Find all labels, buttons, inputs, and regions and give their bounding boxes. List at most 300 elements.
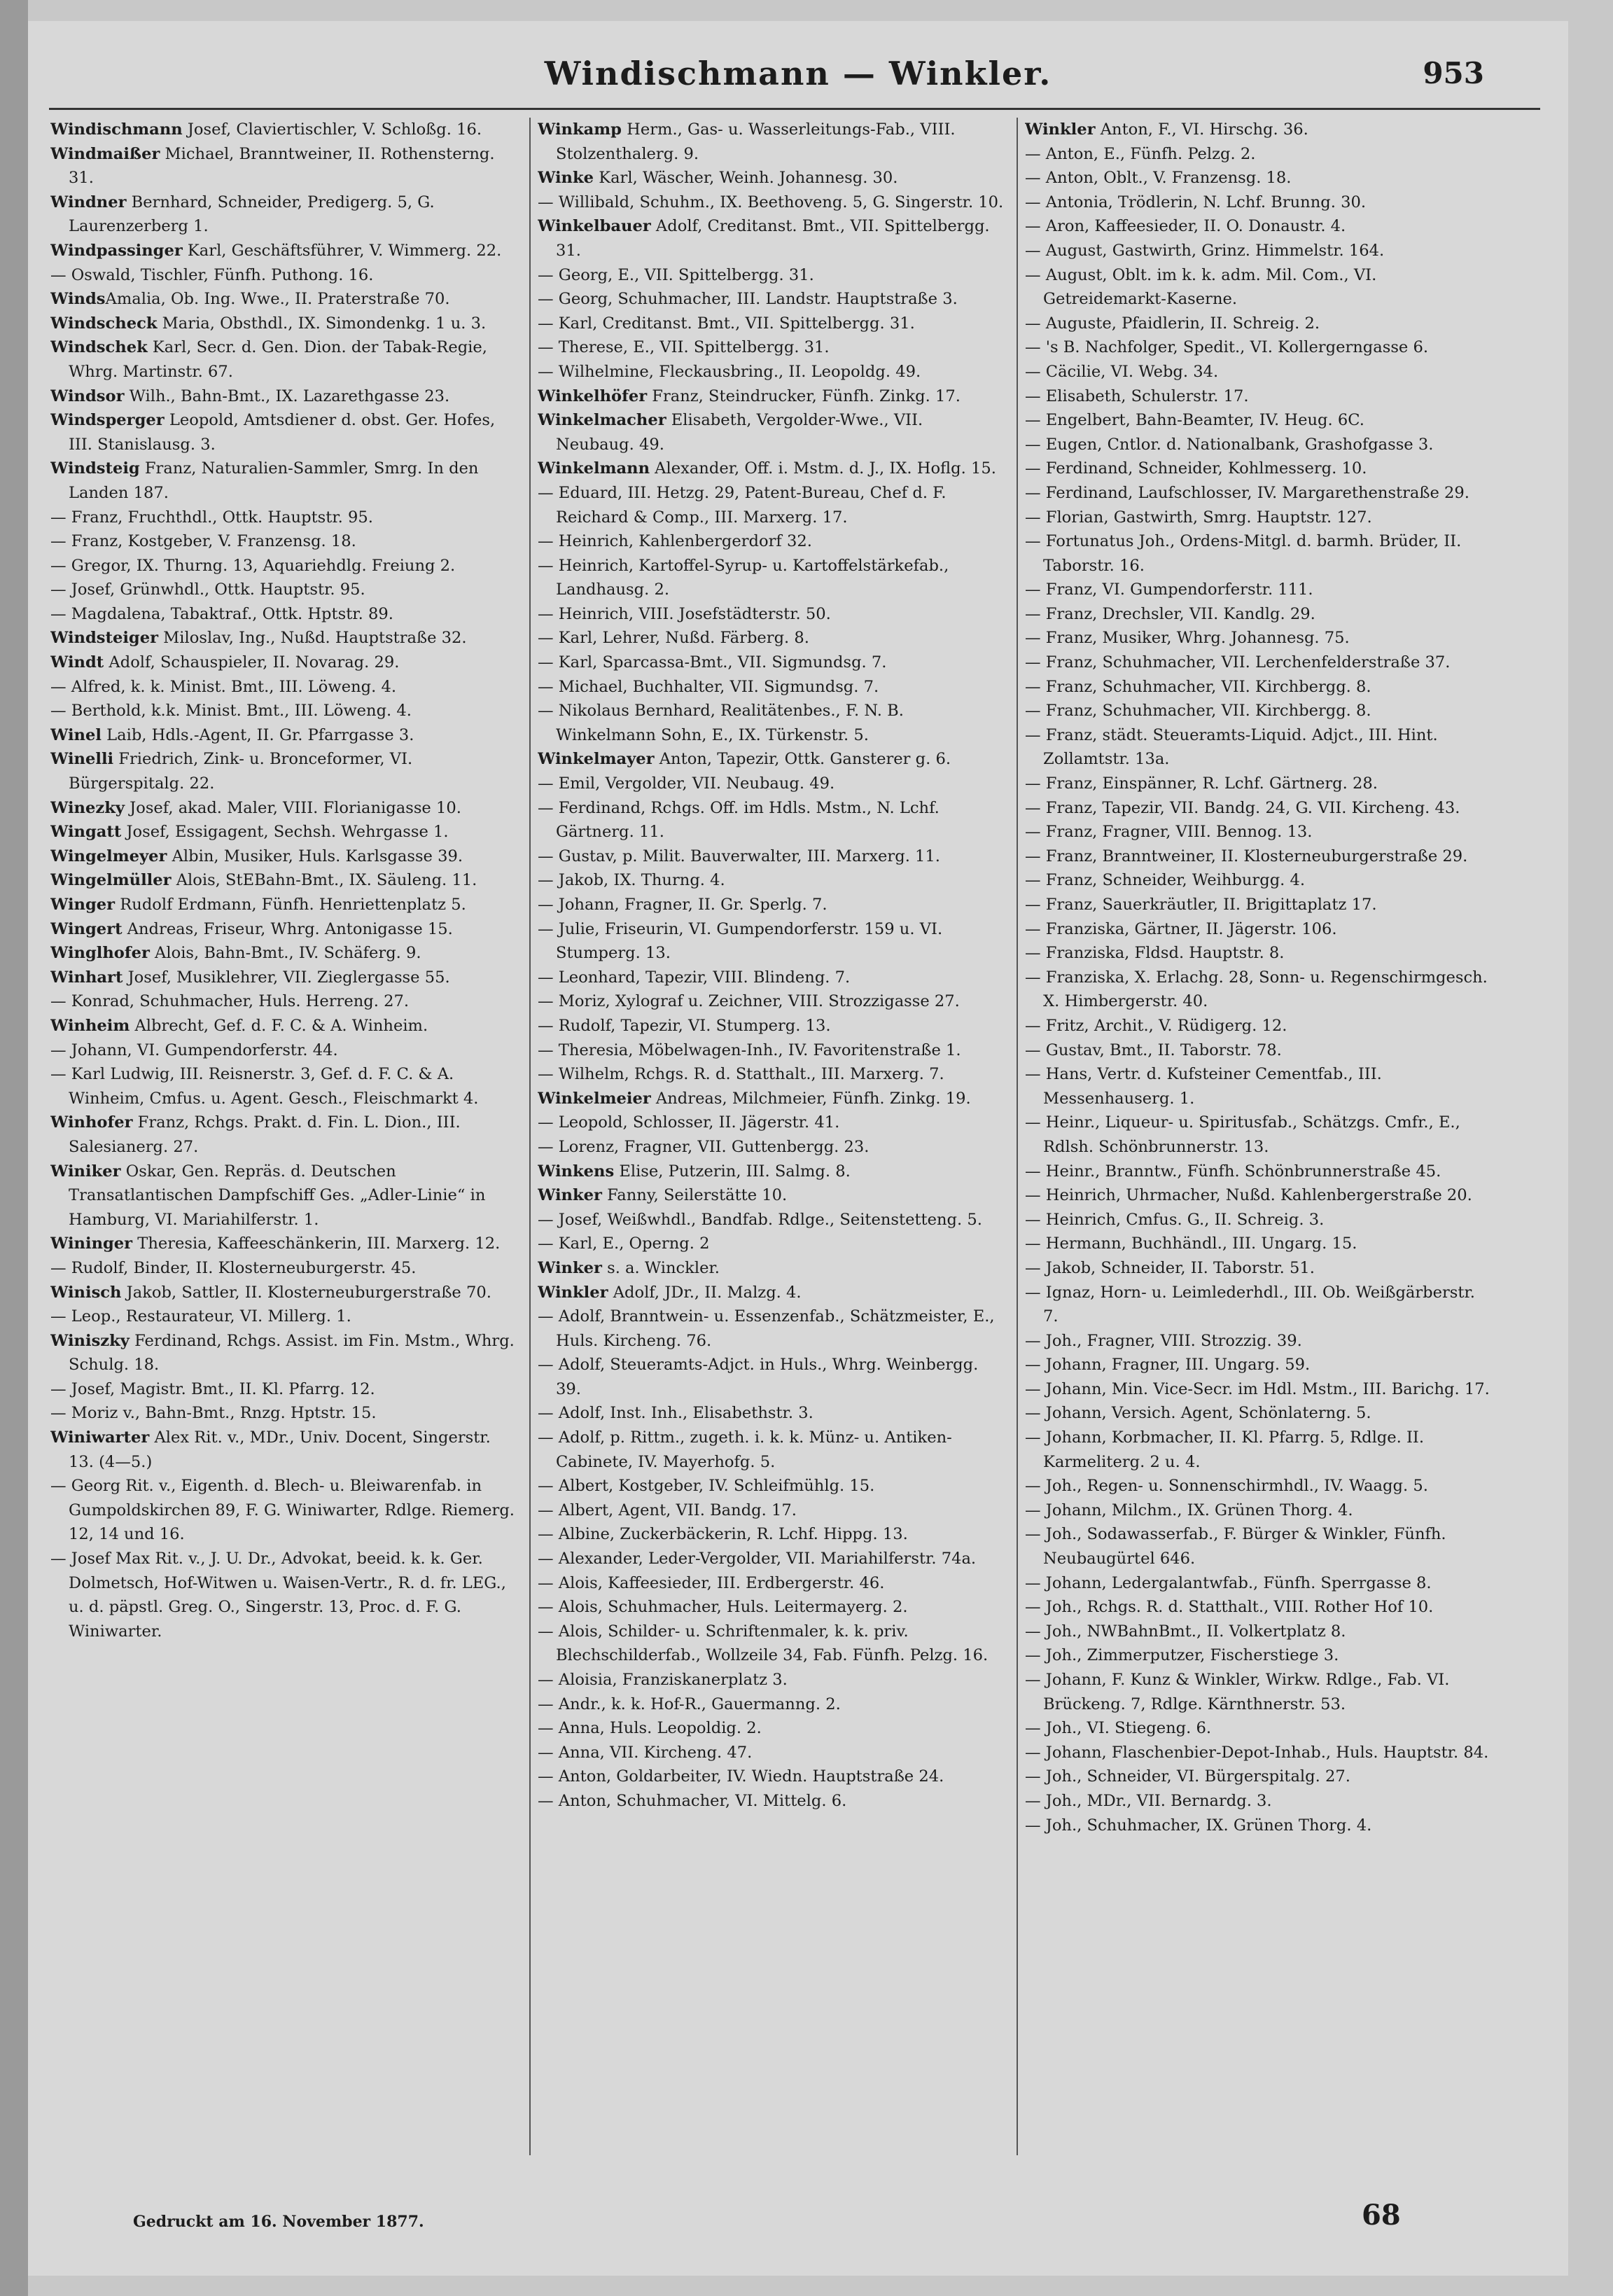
entry-surname: Winhofer: [50, 1113, 133, 1132]
entry-text: — Georg, E., VII. Spittelbergg. 31.: [538, 265, 814, 284]
directory-entry: [50, 1474, 518, 1547]
directory-entry: [538, 118, 1005, 166]
page-header: [28, 55, 1568, 104]
directory-entry: [538, 1183, 1005, 1208]
directory-entry: [538, 1716, 1005, 1741]
entry-text: — Franz, Tapezir, VII. Bandg. 24, G. VII. Kircheng. 43.: [1025, 798, 1460, 817]
directory-entry: [538, 554, 1005, 602]
directory-entry: [1025, 1765, 1493, 1789]
entry-text: — Johann, Fragner, III. Ungarg. 59.: [1025, 1356, 1311, 1375]
entry-text: Michael, Branntweiner, II. Rothensterng. 31.: [69, 144, 495, 188]
entry-text: Amalia, Ob. Ing. Wwe., II. Praterstraße 70.: [105, 290, 450, 309]
entry-text: — Franz, Fragner, VIII. Bennog. 13.: [1025, 823, 1313, 842]
entry-text: — Alois, Schuhmacher, Huls. Leitermayerg. 2.: [538, 1598, 908, 1617]
entry-surname: Winkelmann: [538, 459, 650, 478]
entry-text: — Alois, Schilder- u. Schriftenmaler, k. k. priv. Blechschilderfab., Wollzeile 34, Fab. Fünfh. Pelzg. 16.: [538, 1622, 989, 1665]
entry-surname: Winkelmeier: [538, 1089, 651, 1108]
entry-text: — Karl, Lehrer, Nußd. Färberg. 8.: [538, 629, 809, 648]
directory-entry: [538, 1281, 1005, 1305]
entry-surname: Winkelmayer: [538, 750, 655, 769]
entry-surname: Windischmann: [50, 120, 183, 139]
directory-entry: [1025, 408, 1493, 433]
entry-text: — Karl Ludwig, III. Reisnerstr. 3, Gef. d. F. C. & A. Winheim, Cmfus. u. Agent. Gesch., Fleischmarkt 4.: [50, 1065, 479, 1108]
directory-entry: [538, 747, 1005, 772]
entry-surname: Winds: [50, 290, 106, 309]
sheet-number: 68: [1362, 2199, 1401, 2232]
directory-entry: [50, 941, 518, 966]
entry-surname: Wininger: [50, 1234, 133, 1253]
entry-text: — Franz, städt. Steueramts-Liquid. Adjct., III. Hint. Zollamtstr. 13a.: [1025, 725, 1438, 769]
directory-entry: [538, 1232, 1005, 1256]
directory-entry: [50, 142, 518, 190]
entry-text: — Franziska, Gärtner, II. Jägerstr. 106.: [1025, 919, 1337, 938]
directory-entry: [1025, 1160, 1493, 1184]
directory-entry: [538, 408, 1005, 457]
entry-text: Alois, StEBahn-Bmt., IX. Säuleng. 11.: [171, 871, 477, 890]
directory-entry: [538, 796, 1005, 844]
entry-text: Anton, Tapezir, Ottk. Gansterer g. 6.: [654, 750, 951, 769]
entry-text: — Auguste, Pfaidlerin, II. Schreig. 2.: [1025, 314, 1320, 333]
directory-entry: [538, 287, 1005, 312]
entry-text: — Rudolf, Tapezir, VI. Stumperg. 13.: [538, 1016, 831, 1035]
directory-entry: [1025, 1329, 1493, 1354]
directory-entry: [50, 796, 518, 821]
directory-entry: [1025, 1353, 1493, 1377]
directory-entry: [1025, 675, 1493, 700]
entry-text: Adolf, Schauspieler, II. Novarag. 29.: [104, 653, 400, 672]
entry-text: — Fritz, Archit., V. Rüdigerg. 12.: [1025, 1016, 1287, 1035]
entry-text: Franz, Rchgs. Prakt. d. Fin. L. Dion., III. Salesianerg. 27.: [69, 1113, 461, 1156]
entry-text: — Johann, Milchm., IX. Grünen Thorg. 4.: [1025, 1501, 1353, 1519]
directory-entry: [538, 626, 1005, 650]
entry-surname: Winkelhöfer: [538, 387, 648, 405]
entry-text: — Karl, Sparcassa-Bmt., VII. Sigmundsg. 7.: [538, 653, 887, 672]
directory-entry: [50, 699, 518, 723]
entry-surname: Windmaißer: [50, 144, 160, 163]
directory-entry: [50, 917, 518, 942]
directory-entry: [1025, 384, 1493, 409]
entry-text: — Konrad, Schuhmacher, Huls. Herreng. 27.: [50, 992, 410, 1011]
page-number: 953: [1423, 56, 1484, 90]
entry-surname: Winkamp: [538, 120, 622, 139]
directory-entry: [50, 287, 518, 312]
entry-surname: Winkelbauer: [538, 217, 651, 236]
entry-text: — Elisabeth, Schulerstr. 17.: [1025, 387, 1249, 405]
entry-text: — Willibald, Schuhm., IX. Beethoveng. 5, G. Singerstr. 10.: [538, 193, 1004, 211]
entry-text: s. a. Winckler.: [601, 1258, 720, 1277]
entry-text: — Michael, Buchhalter, VII. Sigmundsg. 7.: [538, 677, 879, 696]
entry-text: — Albine, Zuckerbäckerin, R. Lchf. Hippg. 13.: [538, 1525, 908, 1544]
entry-surname: Winkens: [538, 1162, 615, 1181]
directory-entry: [50, 1232, 518, 1256]
entry-text: — Franziska, Fldsd. Hauptstr. 8.: [1025, 944, 1285, 963]
directory-entry: [50, 384, 518, 409]
entry-text: Franz, Naturalien-Sammler, Smrg. In den Landen 187.: [69, 459, 479, 502]
entry-text: — Anton, Schuhmacher, VI. Mittelg. 6.: [538, 1791, 847, 1810]
directory-entry: [1025, 1256, 1493, 1281]
entry-text: Karl, Wäscher, Weinh. Johannesg. 30.: [594, 169, 898, 188]
directory-entry: [538, 1038, 1005, 1063]
entry-text: Josef, Essigagent, Sechsh. Wehrgasse 1.: [121, 823, 449, 842]
entry-text: Albin, Musiker, Huls. Karlsgasse 39.: [167, 847, 463, 865]
entry-text: Andreas, Milchmeier, Fünfh. Zinkg. 19.: [650, 1089, 971, 1108]
entry-text: Fanny, Seilerstätte 10.: [601, 1186, 788, 1205]
directory-entry: [1025, 1183, 1493, 1208]
entry-text: — Joh., NWBahnBmt., II. Volkertplatz 8.: [1025, 1622, 1346, 1641]
directory-entry: [538, 966, 1005, 990]
entry-text: — Moriz, Xylograf u. Zeichner, VIII. Strozzigasse 27.: [538, 992, 960, 1011]
entry-text: Karl, Geschäftsführer, V. Wimmerg. 22.: [182, 241, 502, 260]
directory-entry: [1025, 1789, 1493, 1814]
directory-entry: [538, 214, 1005, 263]
directory-entry: [538, 1765, 1005, 1789]
column-middle: [538, 118, 1005, 2162]
entry-text: — Joh., Rchgs. R. d. Statthalt., VIII. Rother Hof 10.: [1025, 1598, 1434, 1617]
directory-entry: [538, 1789, 1005, 1814]
directory-entry: [50, 118, 518, 142]
entry-text: — Wilhelmine, Fleckausbring., II. Leopoldg. 49.: [538, 362, 921, 381]
directory-entry: [538, 335, 1005, 360]
directory-entry: [50, 1304, 518, 1329]
entry-surname: Winkler: [538, 1283, 608, 1302]
entry-text: Elise, Putzerin, III. Salmg. 8.: [614, 1162, 851, 1181]
directory-entry: [1025, 1595, 1493, 1620]
directory-entry: [50, 263, 518, 288]
entry-surname: Winiker: [50, 1162, 121, 1181]
entry-surname: Wingelmeyer: [50, 847, 167, 865]
entry-surname: Winel: [50, 725, 102, 744]
entry-text: — Magdalena, Tabaktraf., Ottk. Hptstr. 89.: [50, 604, 393, 623]
directory-entry: [538, 481, 1005, 529]
entry-surname: Windsteiger: [50, 629, 158, 648]
directory-entry: [50, 626, 518, 650]
directory-entry: [538, 917, 1005, 966]
entry-text: — Johann, Ledergalantwfab., Fünfh. Sperrgasse 8.: [1025, 1573, 1432, 1592]
directory-entry: [1025, 263, 1493, 312]
directory-entry: [538, 1498, 1005, 1523]
directory-entry: [538, 1014, 1005, 1038]
entry-text: — Jakob, Schneider, II. Taborstr. 51.: [1025, 1258, 1315, 1277]
entry-text: — Antonia, Trödlerin, N. Lchf. Brunng. 30.: [1025, 193, 1367, 211]
entry-text: — Gustav, Bmt., II. Taborstr. 78.: [1025, 1041, 1282, 1059]
entry-surname: Winelli: [50, 750, 114, 769]
directory-entry: [50, 239, 518, 263]
entry-text: — Alois, Kaffeesieder, III. Erdbergerstr. 46.: [538, 1573, 885, 1592]
entry-text: — Johann, F. Kunz & Winkler, Wirkw. Rdlge., Fab. VI. Brückeng. 7, Rdlge. Kärnthnerstr. 53.: [1025, 1671, 1450, 1713]
entry-text: — Engelbert, Bahn-Beamter, IV. Heug. 6C.: [1025, 411, 1364, 430]
directory-entry: [538, 1160, 1005, 1184]
entry-text: Laib, Hdls.-Agent, II. Gr. Pfarrgasse 3.: [101, 725, 414, 744]
directory-entry: [538, 1353, 1005, 1401]
directory-entry: [50, 457, 518, 505]
directory-entry: [1025, 1620, 1493, 1644]
directory-entry: [538, 989, 1005, 1014]
entry-text: — Jakob, IX. Thurng. 4.: [538, 871, 725, 890]
directory-entry: [1025, 1643, 1493, 1668]
directory-entry: [538, 1256, 1005, 1281]
directory-entry: [538, 844, 1005, 869]
entry-surname: Wingatt: [50, 823, 122, 842]
directory-entry: [538, 1401, 1005, 1426]
entry-text: — Joh., MDr., VII. Bernardg. 3.: [1025, 1791, 1272, 1810]
directory-entry: [50, 1426, 518, 1474]
directory-entry: [538, 529, 1005, 554]
directory-entry: [1025, 1111, 1493, 1159]
entry-surname: Winger: [50, 896, 116, 914]
entry-text: — Adolf, p. Rittm., zugeth. i. k. k. Münz- u. Antiken-Cabinete, IV. Mayerhofg. 5.: [538, 1428, 952, 1471]
entry-surname: Winglhofer: [50, 944, 150, 963]
directory-entry: [538, 1304, 1005, 1353]
entry-text: — Anton, E., Fünfh. Pelzg. 2.: [1025, 144, 1256, 163]
entry-text: Miloslav, Ing., Nußd. Hauptstraße 32.: [158, 629, 467, 648]
entry-text: — Florian, Gastwirth, Smrg. Hauptstr. 127.: [1025, 508, 1372, 527]
entry-surname: Winezky: [50, 798, 125, 817]
directory-entry: [50, 190, 518, 239]
entry-surname: Winke: [538, 169, 594, 188]
entry-text: Ferdinand, Rchgs. Assist. im Fin. Mstm., Whrg. Schulg. 18.: [69, 1331, 515, 1375]
directory-entry: [50, 893, 518, 917]
entry-text: — Ferdinand, Laufschlosser, IV. Margarethenstraße 29.: [1025, 483, 1469, 502]
directory-entry: [538, 1547, 1005, 1571]
entry-text: — Eduard, III. Hetzg. 29, Patent-Bureau, Chef d. F. Reichard & Comp., III. Marxerg. 17.: [538, 483, 947, 527]
directory-entry: [50, 1160, 518, 1232]
directory-entry: [1025, 941, 1493, 966]
entry-text: Rudolf Erdmann, Fünfh. Henriettenplatz 5.: [115, 896, 466, 914]
directory-entry: [1025, 1571, 1493, 1596]
entry-surname: Windsor: [50, 387, 125, 405]
directory-entry: [50, 554, 518, 578]
entry-text: Oskar, Gen. Repräs. d. Deutschen Transatlantischen Dampfschiff Ges. „Adler-Linie“ in Hamburg, VI. Mariahilferstr. 1.: [69, 1162, 486, 1229]
entry-text: — Joh., Zimmerputzer, Fischerstiege 3.: [1025, 1646, 1339, 1665]
entry-text: Josef, akad. Maler, VIII. Florianigasse 10.: [124, 798, 461, 817]
entry-text: — Emil, Vergolder, VII. Neubaug. 49.: [538, 774, 835, 793]
directory-entry: [1025, 699, 1493, 723]
entry-text: — Cäcilie, VI. Webg. 34.: [1025, 362, 1219, 381]
entry-text: — Adolf, Steueramts-Adjct. in Huls., Whrg. Weinbergg. 39.: [538, 1356, 979, 1398]
directory-entry: [1025, 1062, 1493, 1111]
directory-entry: [538, 1620, 1005, 1668]
directory-entry: [1025, 820, 1493, 844]
directory-entry: [1025, 1208, 1493, 1232]
entry-text: — Julie, Friseurin, VI. Gumpendorferstr. 159 u. VI. Stumperg. 13.: [538, 919, 943, 963]
directory-entry: [1025, 1668, 1493, 1716]
entry-text: — Johann, Korbmacher, II. Kl. Pfarrg. 5, Rdlge. II. Karmeliterg. 2 u. 4.: [1025, 1428, 1425, 1471]
entry-text: Bernhard, Schneider, Predigerg. 5, G. Laurenzerberg 1.: [69, 193, 435, 236]
entry-text: — Rudolf, Binder, II. Klosterneuburgerstr. 45.: [50, 1258, 417, 1277]
entry-text: — Heinr., Liqueur- u. Spiritusfab., Schätzgs. Cmfr., E., Rdlsh. Schönbrunnerstr. 13.: [1025, 1113, 1460, 1156]
entry-text: — Franz, Drechsler, VII. Kandlg. 29.: [1025, 604, 1315, 623]
entry-text: — Albert, Agent, VII. Bandg. 17.: [538, 1501, 797, 1519]
entry-surname: Winisch: [50, 1283, 122, 1302]
directory-entry: [1025, 772, 1493, 796]
column-right: [1025, 118, 1493, 2162]
entry-text: — Leonhard, Tapezir, VIII. Blindeng. 7.: [538, 968, 851, 987]
directory-entry: [538, 772, 1005, 796]
entry-text: Albrecht, Gef. d. F. C. & A. Winheim.: [130, 1016, 428, 1035]
directory-entry: [50, 312, 518, 336]
entry-text: — Anna, Huls. Leopoldig. 2.: [538, 1719, 762, 1738]
entry-text: — Johann, Fragner, II. Gr. Sperlg. 7.: [538, 896, 828, 914]
directory-entry: [50, 989, 518, 1014]
directory-entry: [1025, 1232, 1493, 1256]
page-title: Windischmann — Winkler.: [544, 55, 1052, 92]
directory-entry: [50, 1281, 518, 1305]
entry-text: — Franz, Schuhmacher, VII. Kirchbergg. 8.: [1025, 702, 1371, 721]
entry-text: Karl, Secr. d. Gen. Dion. der Tabak-Regie, Whrg. Martinstr. 67.: [69, 338, 487, 381]
entry-text: — Anna, VII. Kircheng. 47.: [538, 1743, 753, 1762]
entry-text: — Therese, E., VII. Spittelbergg. 31.: [538, 338, 830, 357]
directory-entry: [1025, 1014, 1493, 1038]
entry-text: — Franz, Sauerkräutler, II. Brigittaplatz 17.: [1025, 896, 1377, 914]
directory-entry: [50, 747, 518, 795]
directory-entry: [538, 650, 1005, 675]
header-rule: [49, 108, 1540, 110]
directory-entry: [50, 966, 518, 990]
directory-entry: [50, 1014, 518, 1038]
entry-text: — Franz, Branntweiner, II. Klosterneuburgerstraße 29.: [1025, 847, 1468, 865]
column-divider: [1017, 118, 1018, 2155]
directory-entry: [50, 1062, 518, 1111]
entry-text: Jakob, Sattler, II. Klosterneuburgerstraße 70.: [121, 1283, 491, 1302]
entry-surname: Winhart: [50, 968, 123, 987]
directory-entry: [1025, 1814, 1493, 1838]
directory-entry: [538, 360, 1005, 384]
directory-entry: [1025, 506, 1493, 530]
entry-text: — Johann, Versich. Agent, Schönlaterng. 5.: [1025, 1404, 1371, 1423]
entry-text: Wilh., Bahn-Bmt., IX. Lazarethgasse 23.: [124, 387, 450, 405]
directory-page: [28, 21, 1568, 2276]
entry-surname: Winkelmacher: [538, 411, 666, 430]
directory-entry: [1025, 335, 1493, 360]
directory-entry: [50, 844, 518, 869]
directory-entry: [538, 868, 1005, 893]
entry-text: — Gustav, p. Milit. Bauverwalter, III. Marxerg. 11.: [538, 847, 940, 865]
entry-surname: Windscheck: [50, 314, 158, 333]
entry-text: — Berthold, k.k. Minist. Bmt., III. Löweng. 4.: [50, 702, 412, 721]
directory-entry: [50, 408, 518, 457]
entry-surname: Windsperger: [50, 411, 165, 430]
directory-entry: [538, 1208, 1005, 1232]
entry-text: Andreas, Friseur, Whrg. Antonigasse 15.: [122, 919, 453, 938]
entry-text: — August, Oblt. im k. k. adm. Mil. Com., VI. Getreidemarkt-Kaserne.: [1025, 265, 1377, 309]
directory-entry: [1025, 1038, 1493, 1063]
entry-text: — Franz, Einspänner, R. Lchf. Gärtnerg. 28.: [1025, 774, 1378, 793]
entry-text: Maria, Obsthdl., IX. Simondenkg. 1 u. 3.: [157, 314, 487, 333]
directory-entry: [538, 1474, 1005, 1498]
column-divider: [529, 118, 531, 2155]
directory-entry: [1025, 360, 1493, 384]
directory-entry: [50, 820, 518, 844]
entry-text: — Moriz v., Bahn-Bmt., Rnzg. Hptstr. 15.: [50, 1404, 377, 1423]
directory-entry: [50, 1111, 518, 1159]
directory-entry: [1025, 529, 1493, 578]
print-date: Gedruckt am 16. November 1877.: [133, 2213, 424, 2231]
entry-text: — Josef, Grünwhdl., Ottk. Hauptstr. 95.: [50, 580, 365, 599]
entry-text: — Karl, E., Operng. 2: [538, 1234, 710, 1253]
directory-entry: [1025, 1401, 1493, 1426]
entry-text: — Georg Rit. v., Eigenth. d. Blech- u. Bleiwarenfab. in Gumpoldskirchen 89, F. G. Winiwarter, Rdlge. Riemerg. 12, 14 und 16.: [50, 1477, 515, 1544]
entry-text: — Joh., Sodawasserfab., F. Bürger & Winkler, Fünfh. Neubaugürtel 646.: [1025, 1525, 1446, 1568]
entry-text: Alex Rit. v., MDr., Univ. Docent, Singerstr. 13. (4—5.): [69, 1428, 491, 1471]
directory-entry: [1025, 142, 1493, 167]
entry-text: — Hans, Vertr. d. Kufsteiner Cementfab., III. Messenhauserg. 1.: [1025, 1065, 1382, 1108]
entry-surname: Wingelmüller: [50, 871, 172, 890]
directory-entry: [1025, 214, 1493, 239]
entry-text: — Adolf, Inst. Inh., Elisabethstr. 3.: [538, 1404, 814, 1423]
entry-text: — Franz, Fruchthdl., Ottk. Hauptstr. 95.: [50, 508, 373, 527]
entry-text: — Lorenz, Fragner, VII. Guttenbergg. 23.: [538, 1137, 870, 1156]
directory-entry: [1025, 1498, 1493, 1523]
entry-text: Franz, Steindrucker, Fünfh. Zinkg. 17.: [647, 387, 961, 405]
entry-text: — Gregor, IX. Thurng. 13, Aquariehdlg. Freiung 2.: [50, 556, 456, 575]
entry-surname: Windpassinger: [50, 241, 183, 260]
directory-entry: [538, 1135, 1005, 1160]
directory-entry: [538, 312, 1005, 336]
directory-entry: [538, 384, 1005, 409]
entry-text: — Josef Max Rit. v., J. U. Dr., Advokat, beeid. k. k. Ger. Dolmetsch, Hof-Witwen u. Waisen-Vertr., R. d. fr. LEG., u. d. päpstl. Greg. O., Singerstr. 13, Proc. d. F. G. Winiwarter.: [50, 1550, 506, 1641]
directory-entry: [538, 675, 1005, 700]
entry-text: — Anton, Goldarbeiter, IV. Wiedn. Hauptstraße 24.: [538, 1767, 944, 1786]
entry-text: Josef, Musiklehrer, VII. Zieglergasse 55.: [123, 968, 450, 987]
entry-surname: Winkler: [1025, 120, 1096, 139]
entry-text: — Franz, Schneider, Weihburgg. 4.: [1025, 871, 1306, 890]
directory-entry: [538, 1426, 1005, 1474]
directory-entry: [50, 1547, 518, 1643]
entry-text: — Aloisia, Franziskanerplatz 3.: [538, 1671, 788, 1689]
directory-entry: [538, 263, 1005, 288]
entry-text: — Ignaz, Horn- u. Leimlederhdl., III. Ob. Weißgärberstr. 7.: [1025, 1283, 1475, 1326]
page-edge: [0, 0, 28, 2296]
directory-entry: [1025, 1716, 1493, 1741]
entry-surname: Winiwarter: [50, 1428, 150, 1447]
directory-entry: [538, 699, 1005, 747]
directory-entry: [50, 1038, 518, 1063]
directory-entry: [50, 723, 518, 748]
directory-entry: [538, 1595, 1005, 1620]
entry-text: — Georg, Schuhmacher, III. Landstr. Hauptstraße 3.: [538, 290, 958, 309]
entry-text: — August, Gastwirth, Grinz. Himmelstr. 164.: [1025, 241, 1385, 260]
entry-text: — Johann, VI. Gumpendorferstr. 44.: [50, 1041, 338, 1059]
entry-text: — Ferdinand, Schneider, Kohlmesserg. 10.: [1025, 459, 1367, 478]
entry-text: — Ferdinand, Rchgs. Off. im Hdls. Mstm., N. Lchf. Gärtnerg. 11.: [538, 798, 940, 842]
entry-text: — Heinrich, Kartoffel-Syrup- u. Kartoffelstärkefab., Landhausg. 2.: [538, 556, 949, 599]
directory-entry: [538, 893, 1005, 917]
entry-text: — Joh., VI. Stiegeng. 6.: [1025, 1719, 1212, 1738]
entry-text: — Josef, Weißwhdl., Bandfab. Rdlge., Seitenstetteng. 5.: [538, 1210, 982, 1229]
entry-text: — Franz, Schuhmacher, VII. Kirchbergg. 8.: [1025, 677, 1371, 696]
directory-entry: [538, 190, 1005, 215]
directory-entry: [1025, 166, 1493, 190]
entry-text: — 's B. Nachfolger, Spedit., VI. Kollergerngasse 6.: [1025, 338, 1429, 357]
directory-entry: [1025, 1281, 1493, 1329]
directory-entry: [538, 602, 1005, 627]
entry-text: — Heinrich, Uhrmacher, Nußd. Kahlenbergerstraße 20.: [1025, 1186, 1472, 1205]
entry-surname: Winker: [538, 1258, 602, 1277]
directory-entry: [1025, 1522, 1493, 1571]
directory-entry: [538, 1571, 1005, 1596]
directory-entry: [1025, 578, 1493, 602]
entry-text: — Franz, Musiker, Whrg. Johannesg. 75.: [1025, 629, 1350, 648]
directory-entry: [538, 166, 1005, 190]
entry-text: Adolf, JDr., II. Malzg. 4.: [608, 1283, 802, 1302]
column-left: [50, 118, 518, 2162]
entry-text: — Albert, Kostgeber, IV. Schleifmühlg. 15.: [538, 1477, 875, 1496]
directory-entry: [50, 578, 518, 602]
entry-surname: Winheim: [50, 1016, 130, 1035]
directory-entry: [538, 1668, 1005, 1692]
entry-text: Herm., Gas- u. Wasserleitungs-Fab., VIII. Stolzenthalerg. 9.: [556, 120, 956, 163]
entry-text: — Alexander, Leder-Vergolder, VII. Mariahilferstr. 74a.: [538, 1550, 977, 1568]
